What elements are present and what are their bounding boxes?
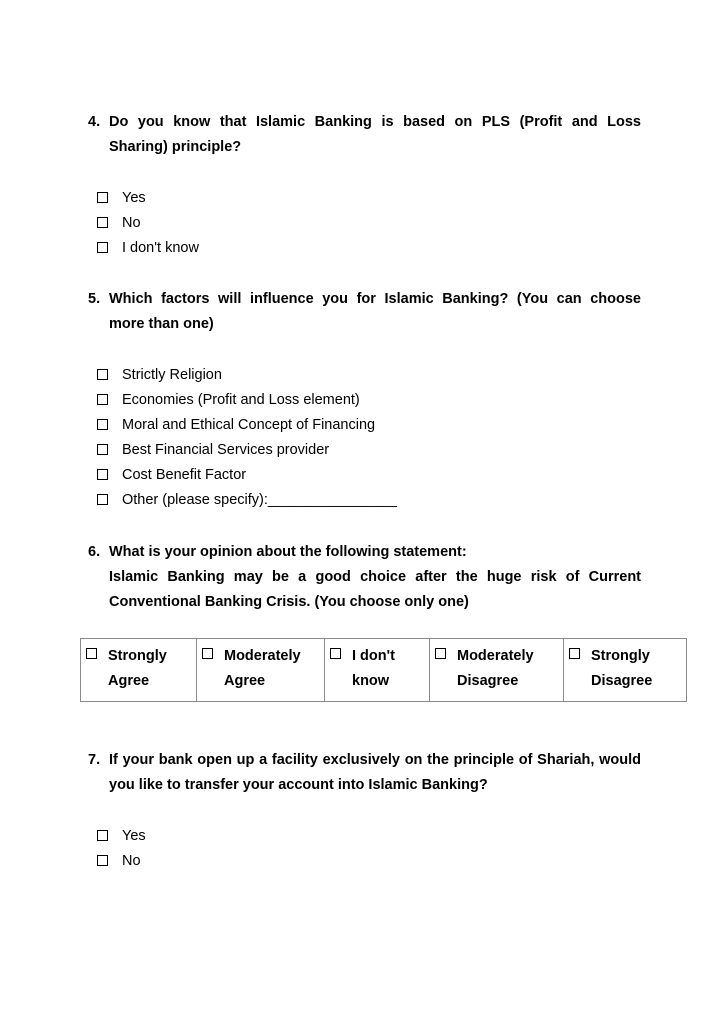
option-no[interactable]: No bbox=[97, 848, 146, 873]
question-6 bbox=[88, 540, 641, 615]
question-text: If your bank open up a facility exclusively on the principle of Shariah, would you like to transfer your account into Islamic Banking? bbox=[109, 752, 641, 793]
question-text: Which factors will influence you for Islamic Banking? (You can choose more than one) bbox=[109, 291, 641, 332]
checkbox[interactable] bbox=[97, 369, 108, 380]
option-strictly-religion[interactable]: Strictly Religion bbox=[97, 362, 397, 387]
option-cost-benefit[interactable]: Cost Benefit Factor bbox=[97, 462, 397, 487]
option-moral-ethical[interactable]: Moral and Ethical Concept of Financing bbox=[97, 412, 397, 437]
question-4-options bbox=[97, 185, 199, 260]
checkbox[interactable] bbox=[435, 648, 446, 659]
table-row bbox=[81, 639, 687, 702]
scale-strongly-agree[interactable]: Strongly Agree bbox=[81, 639, 197, 702]
question-number: 6. bbox=[88, 544, 101, 560]
question-text: Do you know that Islamic Banking is based on PLS (Profit and Loss Sharing) principle? bbox=[109, 114, 641, 155]
question-number: 4. bbox=[88, 114, 101, 130]
question-7-options bbox=[97, 823, 146, 873]
question-5 bbox=[88, 287, 641, 337]
option-no[interactable]: No bbox=[97, 210, 199, 235]
checkbox[interactable] bbox=[97, 444, 108, 455]
checkbox[interactable] bbox=[97, 855, 108, 866]
question-7 bbox=[88, 748, 641, 798]
checkbox[interactable] bbox=[97, 419, 108, 430]
scale-moderately-agree[interactable]: Moderately Agree bbox=[197, 639, 325, 702]
checkbox[interactable] bbox=[97, 494, 108, 505]
checkbox[interactable] bbox=[202, 648, 213, 659]
question-5-options bbox=[97, 362, 397, 512]
question-4 bbox=[88, 110, 641, 160]
scale-moderately-disagree[interactable]: Moderately Disagree bbox=[430, 639, 564, 702]
question-number: 5. bbox=[88, 291, 101, 307]
checkbox[interactable] bbox=[86, 648, 97, 659]
option-other[interactable]: Other (please specify):________________ bbox=[97, 487, 397, 512]
option-dont-know[interactable]: I don't know bbox=[97, 235, 199, 260]
checkbox[interactable] bbox=[97, 242, 108, 253]
option-yes[interactable]: Yes bbox=[97, 823, 146, 848]
scale-dont-know[interactable]: I don't know bbox=[325, 639, 430, 702]
option-yes[interactable]: Yes bbox=[97, 185, 199, 210]
checkbox[interactable] bbox=[97, 830, 108, 841]
checkbox[interactable] bbox=[97, 192, 108, 203]
checkbox[interactable] bbox=[330, 648, 341, 659]
checkbox[interactable] bbox=[97, 394, 108, 405]
question-text: What is your opinion about the following statement: Islamic Banking may be a good choice after the huge risk of Current Conventional Banking Crisis. (You choose only one) bbox=[109, 544, 641, 610]
scale-strongly-disagree[interactable]: Strongly Disagree bbox=[564, 639, 687, 702]
option-economies[interactable]: Economies (Profit and Loss element) bbox=[97, 387, 397, 412]
likert-scale-table bbox=[80, 638, 687, 702]
checkbox[interactable] bbox=[97, 469, 108, 480]
question-number: 7. bbox=[88, 752, 101, 768]
checkbox[interactable] bbox=[569, 648, 580, 659]
checkbox[interactable] bbox=[97, 217, 108, 228]
option-best-services[interactable]: Best Financial Services provider bbox=[97, 437, 397, 462]
